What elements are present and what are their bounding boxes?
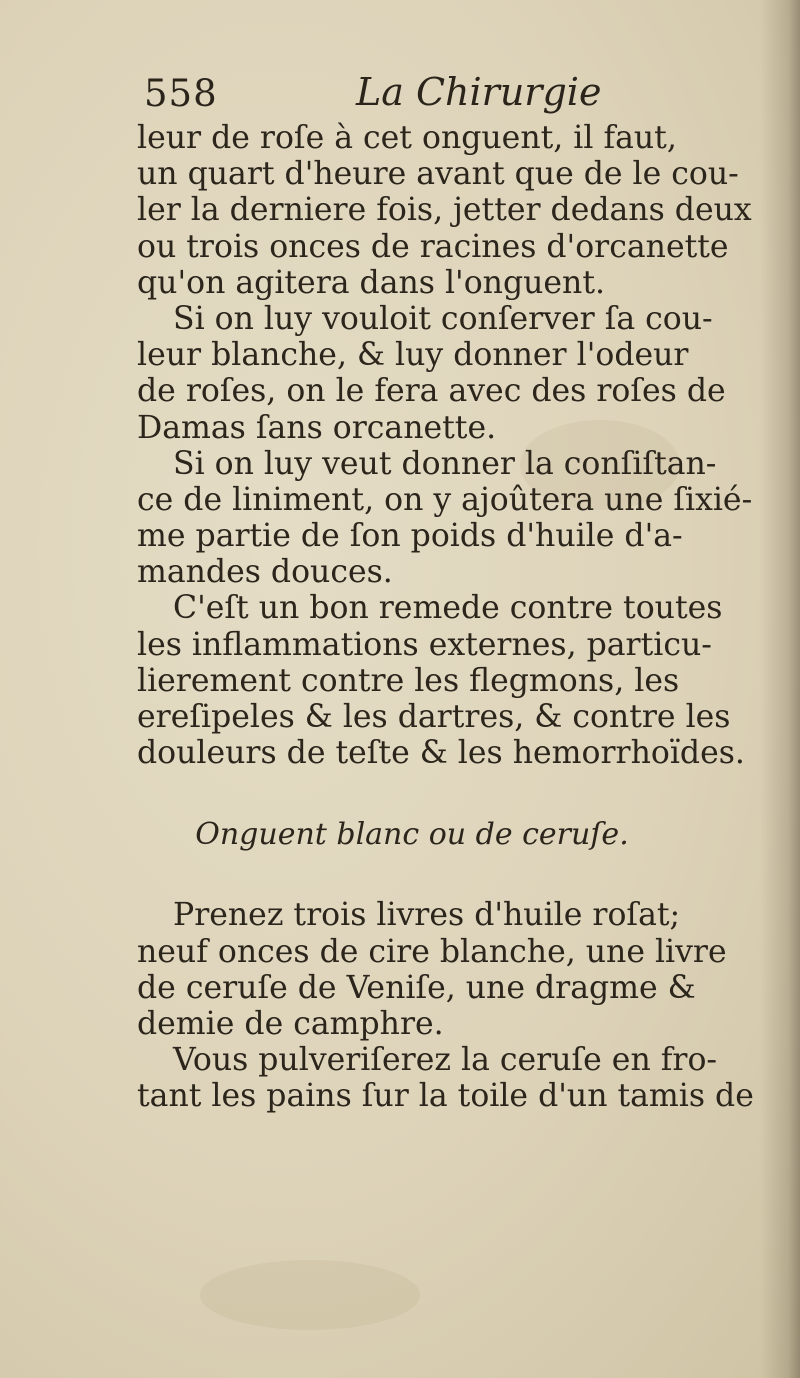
text-line: ce de liniment, on y ajoûtera une ſixié- [137, 481, 753, 518]
text-line: tant les pains ſur la toile d'un tamis de [137, 1078, 754, 1115]
page-header [140, 68, 740, 128]
text-line: Si on luy veut donner la conſiſtan- [173, 445, 717, 482]
text-line: mandes douces. [137, 554, 393, 591]
text-line: C'eſt un bon remede contre toutes [173, 590, 723, 627]
text-line: ler la derniere fois, jetter dedans deux [137, 192, 752, 229]
text-line: Damas ſans orcanette. [137, 409, 497, 446]
text-line: un quart d'heure avant que de le cou- [137, 156, 739, 193]
text-line: douleurs de teſte & les hemorrhoïdes. [137, 735, 745, 772]
text-line: me partie de ſon poids d'huile d'a- [137, 518, 683, 555]
paragraph [137, 301, 767, 446]
text-line: ereſipeles & les dartres, & contre les [137, 699, 731, 735]
page-body [137, 120, 767, 1115]
page-number: 558 [144, 72, 218, 115]
text-line: de roſes, on le fera avec des roſes de [137, 373, 726, 410]
text-line: qu'on agitera dans l'onguent. [137, 264, 605, 301]
paragraph [137, 897, 767, 1042]
paragraph [137, 1042, 767, 1114]
paragraph [137, 446, 767, 591]
paper-stain [200, 1260, 420, 1330]
paragraph [137, 120, 767, 301]
text-line: leur blanche, & luy donner l'odeur [137, 337, 689, 374]
text-line: de ceruſe de Veniſe, une dragme & [137, 969, 696, 1006]
text-line: leur de roſe à cet onguent, il faut, [137, 120, 677, 156]
text-line: lierement contre les flegmons, les [137, 662, 680, 699]
text-line: les inflammations externes, particu- [137, 626, 712, 663]
text-line: demie de camphre. [137, 1005, 444, 1042]
text-line: Si on luy vouloit conſerver ſa cou- [173, 300, 713, 337]
text-line: ou trois onces de racines d'orcanette [137, 228, 729, 265]
section-heading: Onguent blanc ou de ceruſe. [195, 817, 629, 853]
running-title: La Chirurgie [356, 70, 602, 114]
text-line: neuf onces de cire blanche, une livre [137, 933, 727, 970]
text-line: Prenez trois livres d'huile roſat; [173, 897, 681, 934]
text-line: Vous pulveriſerez la ceruſe en fro- [173, 1042, 718, 1079]
paragraph [137, 590, 767, 771]
